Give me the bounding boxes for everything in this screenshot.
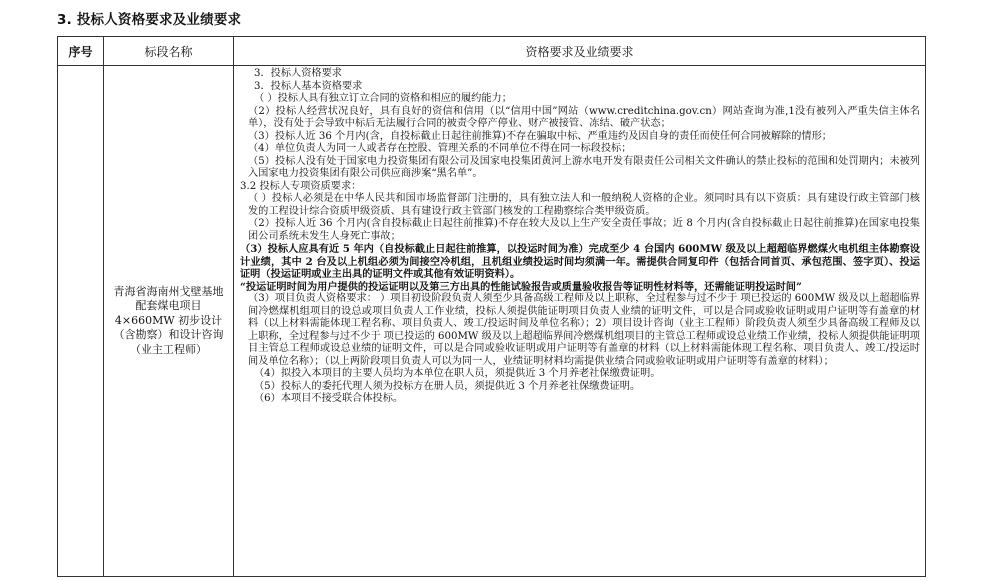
req-line: （2）投标人经营状况良好，具有良好的资信和信用（以“信用中国”网站（www.creditchina.gov.cn）网站查询为准,1没有被列入严重失信主体名单），没有处于会导致中标后无法履行合同的被责令停产停业、财产被接管、冻结、破产状态； bbox=[248, 105, 920, 129]
header-requirements: 资格要求及业绩要求 bbox=[234, 37, 926, 66]
req-line: （6）本项目不接受联合体投标。 bbox=[254, 393, 404, 404]
req-line: （2）投标人近 36 个月内(含自投标截止日起往前推算)不存在较大及以上生产安全责任事故；近 8 个月内(含自投标截止日起往前推算)在国家电投集团公司系统未发生人身死亡事故； bbox=[248, 218, 920, 242]
req-line: （5）投标人没有处于国家电力投资集团有限公司及国家电投集团黄河上游水电开发有限责任公司相关文件确认的禁止投标的范围和处罚期内；未被列入国家电力投资集团有限公司供应商涉案“黑名单”。 bbox=[248, 155, 920, 179]
qualification-table bbox=[57, 36, 926, 577]
cell-seq bbox=[58, 66, 104, 577]
req-line: （ ）投标人必须是在中华人民共和国市场监督部门注册的，具有独立法人和一般纳税人资格的企业。须同时具有以下资质：具有建设行政主管部门核发的工程设计综合资质甲级资质、具有建设行政主管部门核发的工程勘察综合类甲级资质。 bbox=[248, 193, 920, 217]
req-line: （4）拟投入本项目的主要人员均为本单位在职人员，须提供近 3 个月养老社保缴费证明。 bbox=[254, 368, 661, 379]
table-header-row bbox=[58, 37, 926, 66]
cell-requirements bbox=[234, 66, 926, 577]
section-title: 3. 投标人资格要求及业绩要求 bbox=[57, 12, 242, 28]
req-line: （3）投标人近 36 个月内(含，自投标截止日起往前推算)不存在骗取中标、严重违约及因自身的责任而使任何合同被解除的情形； bbox=[248, 130, 832, 142]
req-line: 3．投标人资格要求 bbox=[254, 68, 342, 79]
req-line: 3．投标人基本资格要求 bbox=[254, 80, 363, 92]
req-line-bold: “投运证明时间为用户提供的投运证明以及第三方出具的性能试验报告或质量验收报告等证明性材料等，还需能证明投运时间” bbox=[240, 280, 802, 293]
header-seq: 序号 bbox=[58, 37, 104, 66]
table-row bbox=[58, 66, 926, 577]
cell-lot-name: 青海省海南州戈壁基地配套煤电项目 4×660MW 初步设计（含勘察）和设计咨询（业主工程师） bbox=[104, 66, 234, 577]
req-line: （ ）投标人具有独立订立合同的资格和相应的履约能力； bbox=[254, 93, 512, 104]
req-line: （3）项目负责人资格要求： ）项目初设阶段负责人须至少具备高级工程师及以上职称，全过程参与过不少于 项已投运的 600MW 级及以上超超临界间冷燃煤机组项目的设总或项目负责人工作业绩，投标人须提供能证明项目负责人业绩的证明文件，可以是合同或验收证明或用户证明等有盖章的材料（以上材料需能体现工程名称、项目负责人、竣工/投运时间及单位名称）；2）项目设计咨询（业主工程师）阶段负责人须至少具备高级工程师及以上职称，全过程参与过不少于 项已投运的 600MW 级及以上超超临界间冷燃煤机组项目的主管总工程师或设总业绩工作业绩，投标人须提供能证明项目主管总工程师或设总业绩的证明文件，可以是合同或验收证明或用户证明等有盖章的材料（以上材料需能体现工程名称、项目负责人、竣工/投运时间及单位名称）；（以上两阶段项目负责人可以为同一人，业绩证明材料均需提供业绩合同或验收证明或用户证明等有盖章的材料）； bbox=[248, 293, 920, 367]
header-lot-name: 标段名称 bbox=[104, 37, 234, 66]
req-line: （4）单位负责人为同一人或者存在控股、管理关系的不同单位不得在同一标段投标； bbox=[248, 143, 632, 154]
req-line-bold: （3）投标人应具有近 5 年内（自投标截止日起往前推算，以投运时间为准）完成至少 4 台国内 600MW 级及以上超超临界燃煤火电机组主体勘察设计业绩，其中 2 台及以上机组必须为间接空冷机组，且机组业绩投运时间均须满一年。需提供合同复印件（包括合同首页、承包范围、签字页）、投运证明（投运证明或业主出具的证明文件或其他有效证明资料）。 bbox=[240, 243, 920, 280]
req-line: 3.2 投标人专项资质要求： bbox=[240, 180, 362, 192]
req-line: （5）投标人的委托代理人须为投标方在册人员，须提供近 3 个月养老社保缴费证明。 bbox=[254, 380, 641, 392]
